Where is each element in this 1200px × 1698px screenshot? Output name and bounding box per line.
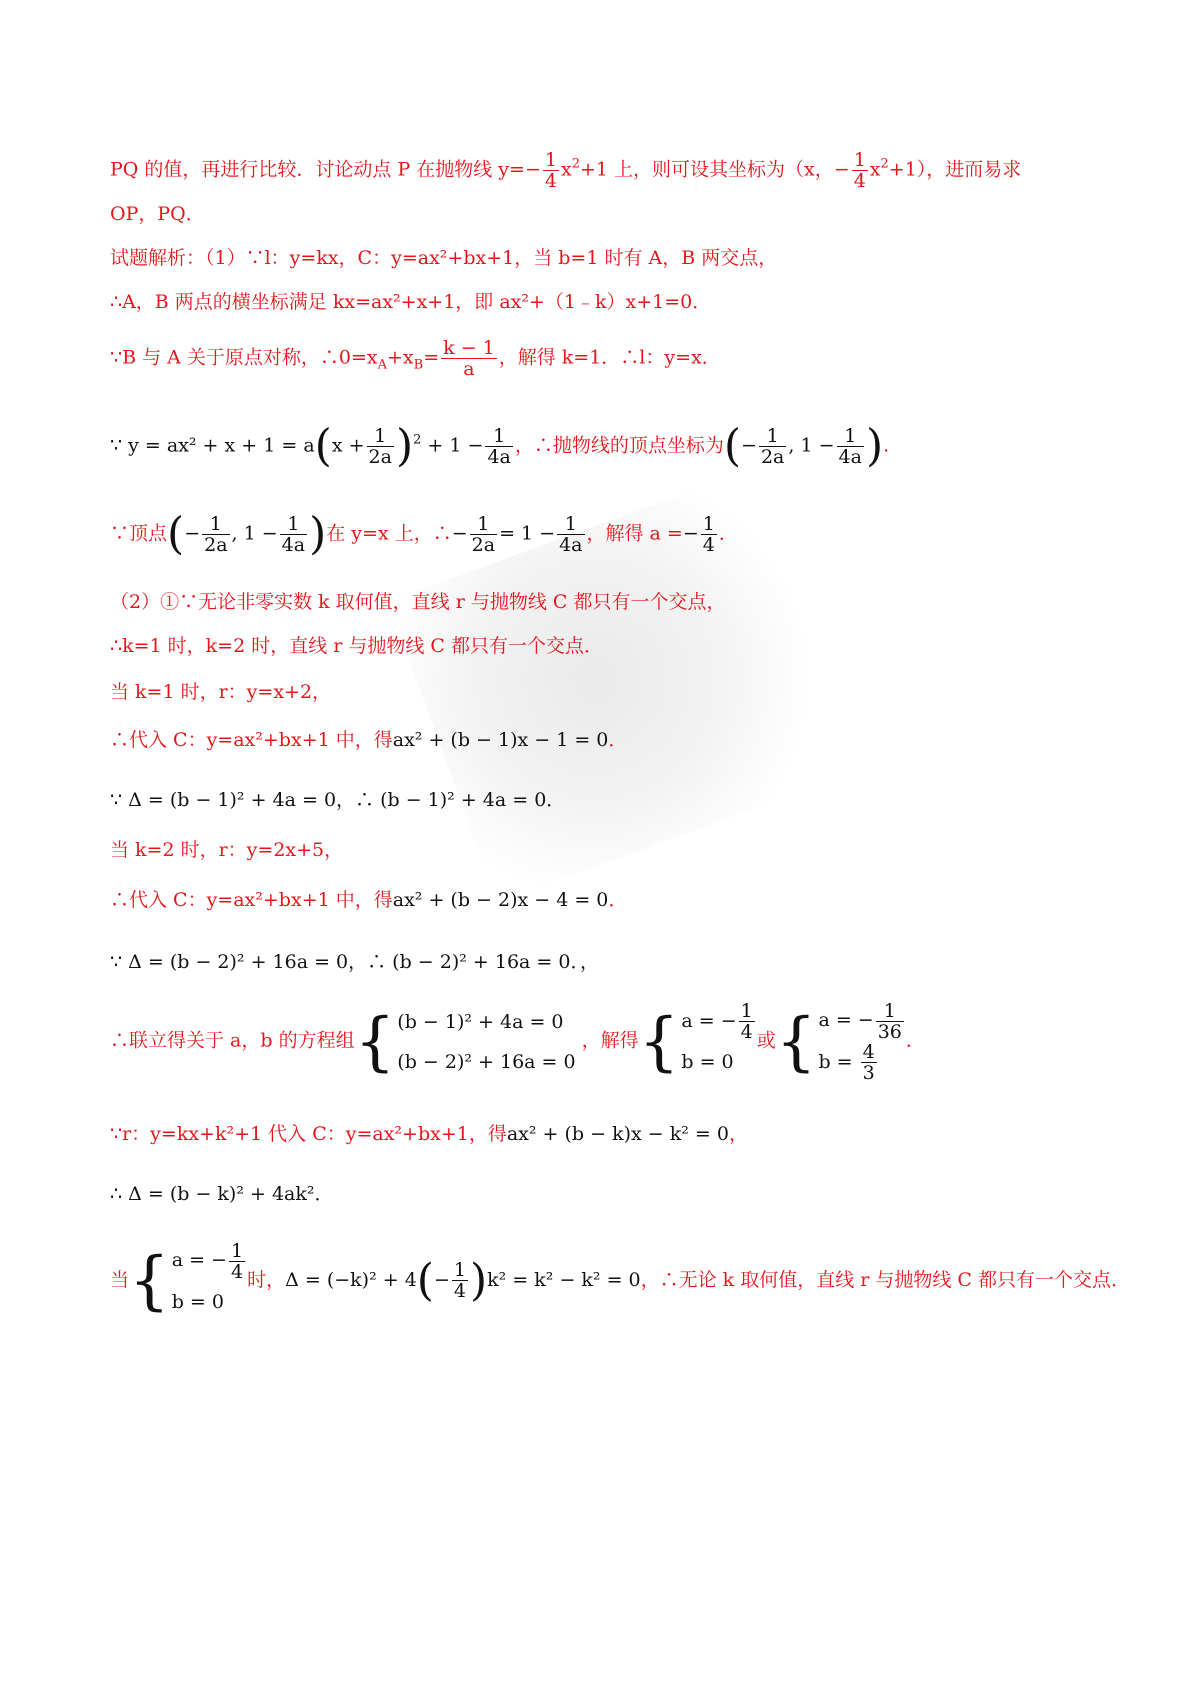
text: ∵r：y=kx+k²+1 代入 C：y=ax²+bx+1，得 bbox=[110, 1123, 507, 1145]
line-10: 当 k=1 时，r：y=x+2， bbox=[110, 681, 332, 703]
line-18: ∴ Δ = (b − k)² + 4ak²． bbox=[110, 1183, 334, 1205]
line-19: 当{ a = − $\frac{1}{4}$ b = 0 时，Δ = (−k)² + 4(− $\frac{1}{4}$ )k² = k² − k² = 0，∴无论 k 取何值，直线 r 与抛物线 C 都只有一个交点． bbox=[110, 1240, 1130, 1322]
text: 上，则可设其坐标为（x， bbox=[614, 158, 834, 181]
text: ，∴无论 k 取何值，直线 r 与抛物线 C 都只有一个交点． bbox=[640, 1268, 1130, 1291]
line-15: ∵ Δ = (b − 2)² + 16a = 0，∴ (b − 2)² + 16a = 0．， bbox=[110, 951, 599, 973]
equation: ∵ Δ = (b − 1)² + 4a = 0，∴ (b − 1)² + 4a = 0 bbox=[110, 789, 547, 811]
equation: ax² + (b − 1)x − 1 = 0 bbox=[392, 729, 609, 751]
line-2: OP，PQ． bbox=[110, 203, 205, 225]
text: ，解得 k=1．∴l：y=x． bbox=[498, 346, 721, 369]
line-16: ∴联立得关于 a，b 的方程组{ (b − 1)² + 4a = 0 (b − 2)² + 16a = 0 ，解得{ a = − $\frac{1}{4}$ b = 0 或{ a = − $\frac{1}{36}$ b = $\frac{4}{3}$ ． bbox=[110, 999, 925, 1084]
line-4: ∴A，B 两点的横坐标满足 kx=ax²+x+1，即 ax²+（1﹣k）x+1=0． bbox=[110, 291, 712, 313]
line-3: 试题解析：（1）∵l：y=kx，C：y=ax²+bx+1，当 b=1 时有 A，B 两交点， bbox=[110, 247, 778, 269]
text: ∴联立得关于 a，b 的方程组 bbox=[110, 1029, 355, 1052]
equation: ∵ y = ax² + x + 1 = a bbox=[110, 434, 315, 457]
condition: a = − $\frac{1}{4}$ b = 0 bbox=[171, 1239, 244, 1313]
text: ，解得 bbox=[581, 1029, 639, 1052]
text: ∴代入 C：y=ax²+bx+1 中，得 bbox=[110, 729, 393, 751]
equation: (b − 1)² + 4a = 0 bbox=[397, 1010, 564, 1033]
fraction: $\frac{1}{4}$ bbox=[853, 149, 866, 192]
text: 时， bbox=[247, 1268, 286, 1291]
text: ∴代入 C：y=ax²+bx+1 中，得 bbox=[110, 889, 393, 911]
equation: (b − 2)² + 16a = 0 bbox=[397, 1050, 576, 1073]
line-9: ∴k=1 时，k=2 时，直线 r 与抛物线 C 都只有一个交点． bbox=[110, 635, 603, 657]
fraction: $\frac{1}{4a}$ bbox=[281, 513, 306, 556]
text: 在 y=x 上，∴ bbox=[326, 522, 452, 545]
fraction: $\frac{1}{4a}$ bbox=[838, 425, 862, 468]
fraction: $\frac{1}{2a}$ bbox=[760, 425, 785, 468]
text: ，∴抛物线的顶点坐标为 bbox=[514, 434, 724, 457]
fraction: $\frac{1}{4a}$ bbox=[487, 425, 511, 468]
line-12: ∵ Δ = (b − 1)² + 4a = 0，∴ (b − 1)² + 4a = 0． bbox=[110, 789, 566, 811]
equation: ax² + (b − 2)x − 4 = 0 bbox=[392, 889, 609, 911]
line-13: 当 k=2 时，r：y=2x+5， bbox=[110, 839, 344, 861]
line-11: ∴代入 C：y=ax²+bx+1 中，得ax² + (b − 1)x − 1 = 0． bbox=[110, 729, 628, 751]
line-14: ∴代入 C：y=ax²+bx+1 中，得ax² + (b − 2)x − 4 = 0． bbox=[110, 889, 628, 911]
text: ），进而易求 bbox=[916, 158, 1022, 181]
text: ∵顶点 bbox=[110, 522, 168, 545]
fraction: $\frac{1}{4}$ bbox=[544, 149, 557, 192]
equation: k² = k² − k² = 0 bbox=[487, 1268, 641, 1291]
equation-system bbox=[397, 1002, 575, 1082]
line-5: ∵B 与 A 关于原点对称，$\therefore 0=x_A+x_B=$ $\frac{k - 1}{a}$ ，解得 k=1．∴l：y=x． bbox=[110, 337, 721, 380]
line-17: ∵r：y=kx+k²+1 代入 C：y=ax²+bx+1，得ax² + (b − k)x − k² = 0， bbox=[110, 1123, 748, 1145]
fraction: $\frac{1}{4}$ bbox=[453, 1259, 466, 1303]
fraction: $\frac{1}{4}$ bbox=[702, 513, 715, 556]
line-6: ∵ y = ax² + x + 1 = a(x + $\frac{1}{2a}$ )$^2$ + 1 − $\frac{1}{4a}$ ，∴抛物线的顶点坐标为(− $\frac{1}{2a}$ , 1 − $\frac{1}{4a}$ ). bbox=[110, 420, 890, 472]
fraction: $\frac{1}{4a}$ bbox=[559, 513, 583, 556]
text: 当 bbox=[110, 1268, 130, 1291]
text: PQ 的值，再进行比较．讨论动点 P 在抛物线 y= bbox=[110, 158, 525, 181]
equation: Δ = (−k)² + 4 bbox=[285, 1268, 417, 1291]
fraction: $\frac{k - 1}{a}$ bbox=[443, 337, 495, 380]
fraction: $\frac{1}{2a}$ bbox=[471, 513, 496, 556]
line-1: PQ 的值，再进行比较．讨论动点 P 在抛物线 y=− $\frac{1}{4}$ $x^2+1$ 上，则可设其坐标为（x，− $\frac{1}{4}$ $x^2+1$），进而易求 bbox=[110, 149, 1022, 192]
fraction: $\frac{1}{2a}$ bbox=[368, 425, 392, 468]
line-7: ∵顶点(− $\frac{1}{2a}$ , 1 − $\frac{1}{4a}$ )在 y=x 上，∴− $\frac{1}{2a}$ = 1 − $\frac{1}{4a}$ ，解得 a =− $\frac{1}{4}$ ． bbox=[110, 508, 738, 560]
line-8: （2）①∵无论非零实数 k 取何值，直线 r 与抛物线 C 都只有一个交点， bbox=[110, 591, 726, 613]
solution-2: a = − $\frac{1}{36}$ b = $\frac{4}{3}$ bbox=[818, 999, 902, 1084]
fraction: $\frac{1}{2a}$ bbox=[204, 513, 228, 556]
text: 或 bbox=[756, 1029, 776, 1052]
solution-1: a = − $\frac{1}{4}$ b = 0 bbox=[681, 1000, 753, 1074]
text: ∵B 与 A 关于原点对称，∴0=x bbox=[110, 346, 378, 369]
equation: ax² + (b − k)x − k² = 0 bbox=[506, 1123, 729, 1145]
text: ，解得 a = bbox=[586, 522, 683, 545]
